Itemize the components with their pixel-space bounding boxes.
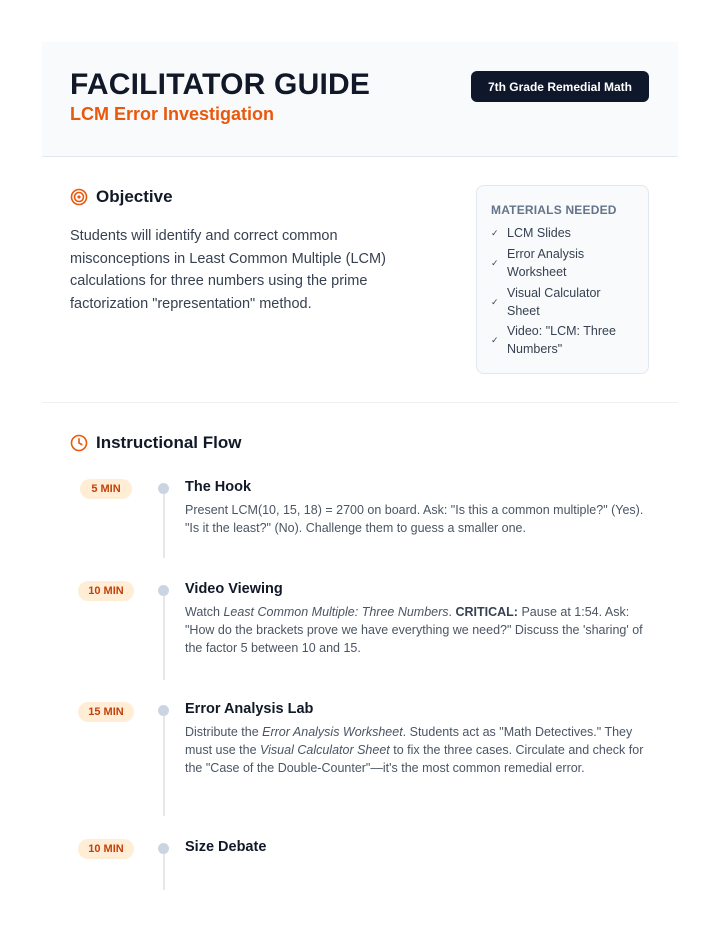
materials-title: MATERIALS NEEDED (491, 203, 617, 217)
timeline-line (163, 716, 165, 816)
desc-text: to fix the three cases. Circulate and check for the "Case of the Double-Counter"—it's the most common remedial error. (185, 742, 644, 775)
check-icon: ✓ (491, 296, 499, 307)
check-icon: ✓ (491, 257, 499, 268)
timeline-line (163, 596, 165, 680)
time-badge: 5 MIN (80, 479, 132, 499)
grade-level-badge: 7th Grade Remedial Math (471, 71, 649, 102)
desc-emphasis: Least Common Multiple: Three Numbers (223, 605, 449, 619)
section-divider (42, 402, 678, 403)
page-title: FACILITATOR GUIDE (70, 68, 371, 101)
time-badge: 15 MIN (78, 702, 134, 722)
step-description (185, 604, 655, 657)
flow-heading-label: Instructional Flow (96, 433, 242, 452)
check-icon: ✓ (491, 228, 499, 238)
desc-text: Watch (185, 605, 224, 619)
material-item-label: Visual Calculator Sheet (507, 286, 601, 318)
desc-text: . Students act as "Math Detectives." They must use the (185, 725, 633, 757)
step-description (185, 724, 655, 777)
desc-text: Distribute the (185, 725, 263, 739)
desc-strong: CRITICAL: (455, 605, 518, 619)
timeline-line (163, 854, 165, 890)
step-title: Size Debate (185, 839, 267, 855)
guide-header (42, 42, 678, 157)
timeline-dot (158, 483, 169, 494)
material-item (491, 323, 641, 358)
timeline-line (163, 494, 165, 558)
materials-box (476, 185, 649, 374)
material-item-label: Video: "LCM: Three Numbers" (507, 324, 616, 356)
step-title: Error Analysis Lab (185, 701, 314, 717)
step-title: The Hook (185, 479, 252, 495)
desc-text: Pause at 1:54. Ask: "How do the brackets prove we have everything we need?" Discuss the 'sharing' of the factor 5 between 10 and 15. (185, 605, 643, 655)
page-subtitle: LCM Error Investigation (70, 104, 275, 124)
timeline-dot (158, 585, 169, 596)
check-icon: ✓ (491, 334, 499, 345)
objective-text: Students will identify and correct common misconceptions in Least Common Multiple (LCM) calculations for three numbers using the prime factorization "representation" method. (70, 228, 386, 313)
objective-heading (70, 187, 173, 207)
objective-heading-label: Objective (96, 187, 173, 206)
material-item (491, 285, 621, 320)
desc-emphasis: Visual Calculator Sheet (260, 742, 390, 757)
material-item (491, 246, 611, 281)
material-item-label: LCM Slides (507, 226, 571, 240)
material-item (491, 225, 641, 243)
desc-text: . (448, 605, 456, 619)
facilitator-guide-card (42, 42, 678, 932)
material-item-label: Error Analysis Worksheet (507, 247, 585, 279)
clock-icon (70, 434, 88, 452)
time-badge: 10 MIN (78, 581, 134, 601)
time-badge: 10 MIN (78, 839, 134, 859)
target-icon (70, 188, 88, 206)
timeline-dot (158, 705, 169, 716)
flow-heading (70, 433, 241, 453)
desc-emphasis: Error Analysis Worksheet (262, 725, 403, 739)
timeline-dot (158, 843, 169, 854)
step-title: Video Viewing (185, 581, 283, 597)
step-description: Present LCM(10, 15, 18) = 2700 on board. Ask: "Is this a common multiple?" (Yes). "Is it the least?" (No). Challenge them to guess a smaller one. (185, 503, 644, 535)
